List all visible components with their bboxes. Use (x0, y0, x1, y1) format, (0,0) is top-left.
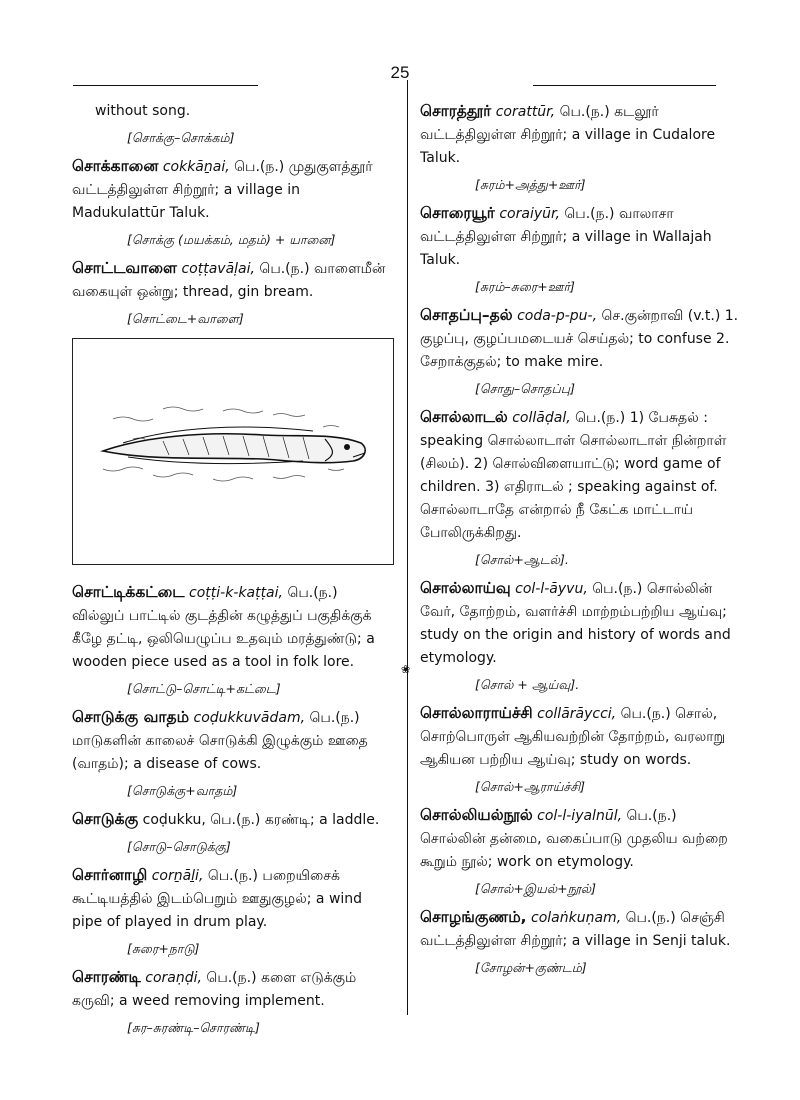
entry-transliteration: collārāycci, (537, 706, 617, 722)
fish-illustration (72, 338, 394, 565)
entry-transliteration: coraṇḍi, (145, 970, 202, 986)
entry-grammar: பெ.(ந.) (559, 104, 610, 120)
entry-transliteration: coṭṭi-k-kaṭṭai, (189, 585, 283, 601)
entry-grammar: பெ.(ந.) (207, 868, 258, 884)
dictionary-entry (420, 304, 742, 374)
entry-transliteration: coda-p-pu-, (517, 308, 598, 324)
entry-headword: சொரண்டி (72, 968, 141, 986)
dictionary-entry (72, 808, 392, 832)
entry-headword: சொல்லாடல் (420, 408, 508, 426)
entry-grammar: பெ.(ந.) (309, 710, 360, 726)
header-rule-left (73, 85, 258, 86)
dictionary-entry (420, 406, 742, 545)
entry-transliteration: corattūr, (495, 104, 556, 120)
entry-etymology: [சொக்கு (மயக்கம், மதம்) + யானை] (127, 232, 336, 247)
eel-fish-drawing (73, 339, 393, 564)
entry-headword: சொல்லியல்நூல் (420, 806, 533, 824)
entry-transliteration: collāḍal, (512, 410, 571, 426)
entry-definition: கரண்டி; a laddle. (264, 812, 380, 828)
entry-transliteration: col-l-iyalnūl, (537, 808, 623, 824)
entry-grammar: பெ.(ந.) (206, 970, 257, 986)
entry-definition: சொல்லின் தன்மை, வகைப்பாடு முதலிய வற்றை கூறும் நூல்; work on etymology. (420, 831, 728, 870)
dictionary-entry (72, 155, 392, 225)
entry-headword: சொல்லாய்வு (420, 579, 511, 597)
entry-definition: சொல், சொற்பொருள் ஆகியவற்றின் தோற்றம், வரலாறு ஆகியன பற்றிய ஆய்வு; study on words. (420, 706, 726, 768)
entry-headword: சொட்டவாளை (72, 259, 178, 277)
left-column (72, 100, 392, 1045)
entry-grammar: பெ.(ந.) (234, 159, 285, 175)
entry-grammar: பெ.(ந.) (259, 261, 310, 277)
right-column (420, 100, 742, 985)
dictionary-entry (420, 804, 742, 874)
entry-transliteration: coṭṭavāḷai, (181, 261, 255, 277)
entry-headword: சொழங்குணம், (420, 908, 527, 926)
entry-headword: சொட்டிக்கட்டை (72, 583, 185, 601)
dictionary-entry (420, 906, 742, 953)
entry-definition: 1. குழப்பு, குழப்பமடையச் செய்தல்; to confuse 2. சேறாக்குதல்; to make mire. (420, 308, 739, 370)
dictionary-entry (420, 202, 742, 272)
entry-transliteration: colaṅkuṇam, (531, 910, 622, 926)
entry-etymology: [சொட்டை+வாளை] (127, 311, 244, 326)
entry-transliteration: cokkāṉai, (162, 159, 230, 175)
dictionary-entry (420, 702, 742, 772)
entry-etymology: [சொல்+ஆடல்]. (475, 552, 569, 567)
dictionary-entry (72, 581, 392, 674)
entry-definition: without song. (95, 103, 191, 119)
entry-grammar: பெ.(ந.) (564, 206, 615, 222)
entry-definition: கடலூர் வட்டத்திலுள்ள சிற்றூர்; a village in Cudalore Taluk. (420, 104, 716, 166)
dictionary-entry (420, 100, 742, 170)
dictionary-entry (72, 864, 392, 934)
entry-transliteration: coraiyūr, (499, 206, 560, 222)
entry-definition: களை எடுக்கும் கருவி; a weed removing implement. (72, 970, 357, 1009)
entry-definition: முதுகுளத்தூர் வட்டத்திலுள்ள சிற்றூர்; a village in Madukulattūr Taluk. (72, 159, 373, 221)
entry-etymology: [சொடுக்கு+வாதம்] (127, 783, 238, 798)
entry-etymology: [சோழன்+குண்டம்] (475, 960, 587, 975)
dictionary-entry (72, 100, 392, 123)
entry-grammar: பெ.(ந.) (626, 808, 677, 824)
entry-headword: சொக்கானை (72, 157, 159, 175)
entry-etymology: [சொடு–சொடுக்கு] (127, 839, 231, 854)
entry-headword: சொடுக்கு வாதம் (72, 708, 190, 726)
entry-etymology: [சுர–சுரண்டி–சொரண்டி] (127, 1020, 260, 1035)
entry-grammar: பெ.(ந.) (592, 581, 643, 597)
entry-definition: வாளைமீன் வகையுள் ஒன்று; thread, gin bream. (72, 261, 386, 300)
entry-transliteration: corṉāḻi, (151, 868, 204, 884)
entry-definition: 1) பேசுதல் : speaking சொல்லாடாள் சொல்லாடாள் நின்றாள் (சிலம்). 2) சொல்விளையாட்டு; word game of children. 3) எதிராடல் ; speaking against of. சொல்லாடாதே என்றால் நீ கேட்க மாட்டாய் போலிருக்கிறது. (420, 410, 727, 541)
entry-headword: சொர்னாழி (72, 866, 148, 884)
entry-transliteration: coḍukku, (142, 812, 206, 828)
entry-grammar: பெ.(ந.) (625, 910, 676, 926)
entry-definition: பறையிசைக் கூட்டியத்தில் இடம்பெறும் ஊதுகுழல்; a wind pipe of played in drum play. (72, 868, 363, 930)
entry-transliteration: col-l-āyvu, (515, 581, 588, 597)
entry-headword: சொதப்பு–தல் (420, 306, 513, 324)
entry-headword: சொல்லாராய்ச்சி (420, 704, 533, 722)
entry-etymology: [சுரை+நாடு] (127, 941, 200, 956)
entry-etymology: [சொட்டு–சொட்டி+கட்டை] (127, 681, 281, 696)
dictionary-entry (72, 966, 392, 1013)
entry-grammar: செ.குன்றாவி (v.t.) (601, 308, 721, 324)
ornament-mark: ❀ (401, 663, 411, 676)
entry-definition: செஞ்சி வட்டத்திலுள்ள சிற்றூர்; a village in Senji taluk. (420, 910, 731, 949)
entry-etymology: [சுரம்–சுரை+ஊர்] (475, 279, 575, 294)
entry-etymology: [சொல் + ஆய்வு]. (475, 677, 580, 692)
entry-definition: வாலாசா வட்டத்திலுள்ள சிற்றூர்; a village in Wallajah Taluk. (420, 206, 712, 268)
entry-etymology: [சொக்கு–சொக்கம்] (127, 130, 235, 145)
entry-grammar: பெ.(ந.) (620, 706, 671, 722)
entry-definition: வில்லுப் பாட்டில் குடத்தின் கழுத்துப் பகுதிக்குக் கீழே தட்டி, ஒலியெழுப்ப உதவும் மரத்துண்டு; a wooden piece used as a tool in folk lore. (72, 608, 375, 670)
entry-etymology: [சுரம்+அத்து+ஊர்] (475, 177, 586, 192)
entry-etymology: [சொல்+இயல்+நூல்] (475, 881, 597, 896)
entry-headword: சொரத்தூர் (420, 102, 492, 120)
dictionary-entry (72, 706, 392, 776)
entry-headword: சொரையூர் (420, 204, 495, 222)
dictionary-entry (420, 577, 742, 670)
entry-definition: மாடுகளின் காலைச் சொடுக்கி இழுக்கும் ஊதை (வாதம்); a disease of cows. (72, 733, 368, 772)
entry-grammar: பெ.(ந.) (210, 812, 261, 828)
entry-grammar: பெ.(ந.) (287, 585, 338, 601)
header-rule-right (533, 85, 716, 86)
entry-etymology: [சொல்+ஆராய்ச்சி] (475, 779, 586, 794)
entry-headword: சொடுக்கு (72, 810, 139, 828)
entry-transliteration: coḍukkuvādam, (193, 710, 306, 726)
page-number: 25 (390, 63, 410, 82)
entry-definition: சொல்லின் வேர், தோற்றம், வளர்ச்சி மாற்றம்பற்றிய ஆய்வு; study on the origin and history of words and etymology. (420, 581, 731, 666)
column-divider (407, 80, 408, 1015)
entry-etymology: [சொது–சொதப்பு] (475, 381, 575, 396)
entry-grammar: பெ.(ந.) (575, 410, 626, 426)
dictionary-entry (72, 257, 392, 304)
